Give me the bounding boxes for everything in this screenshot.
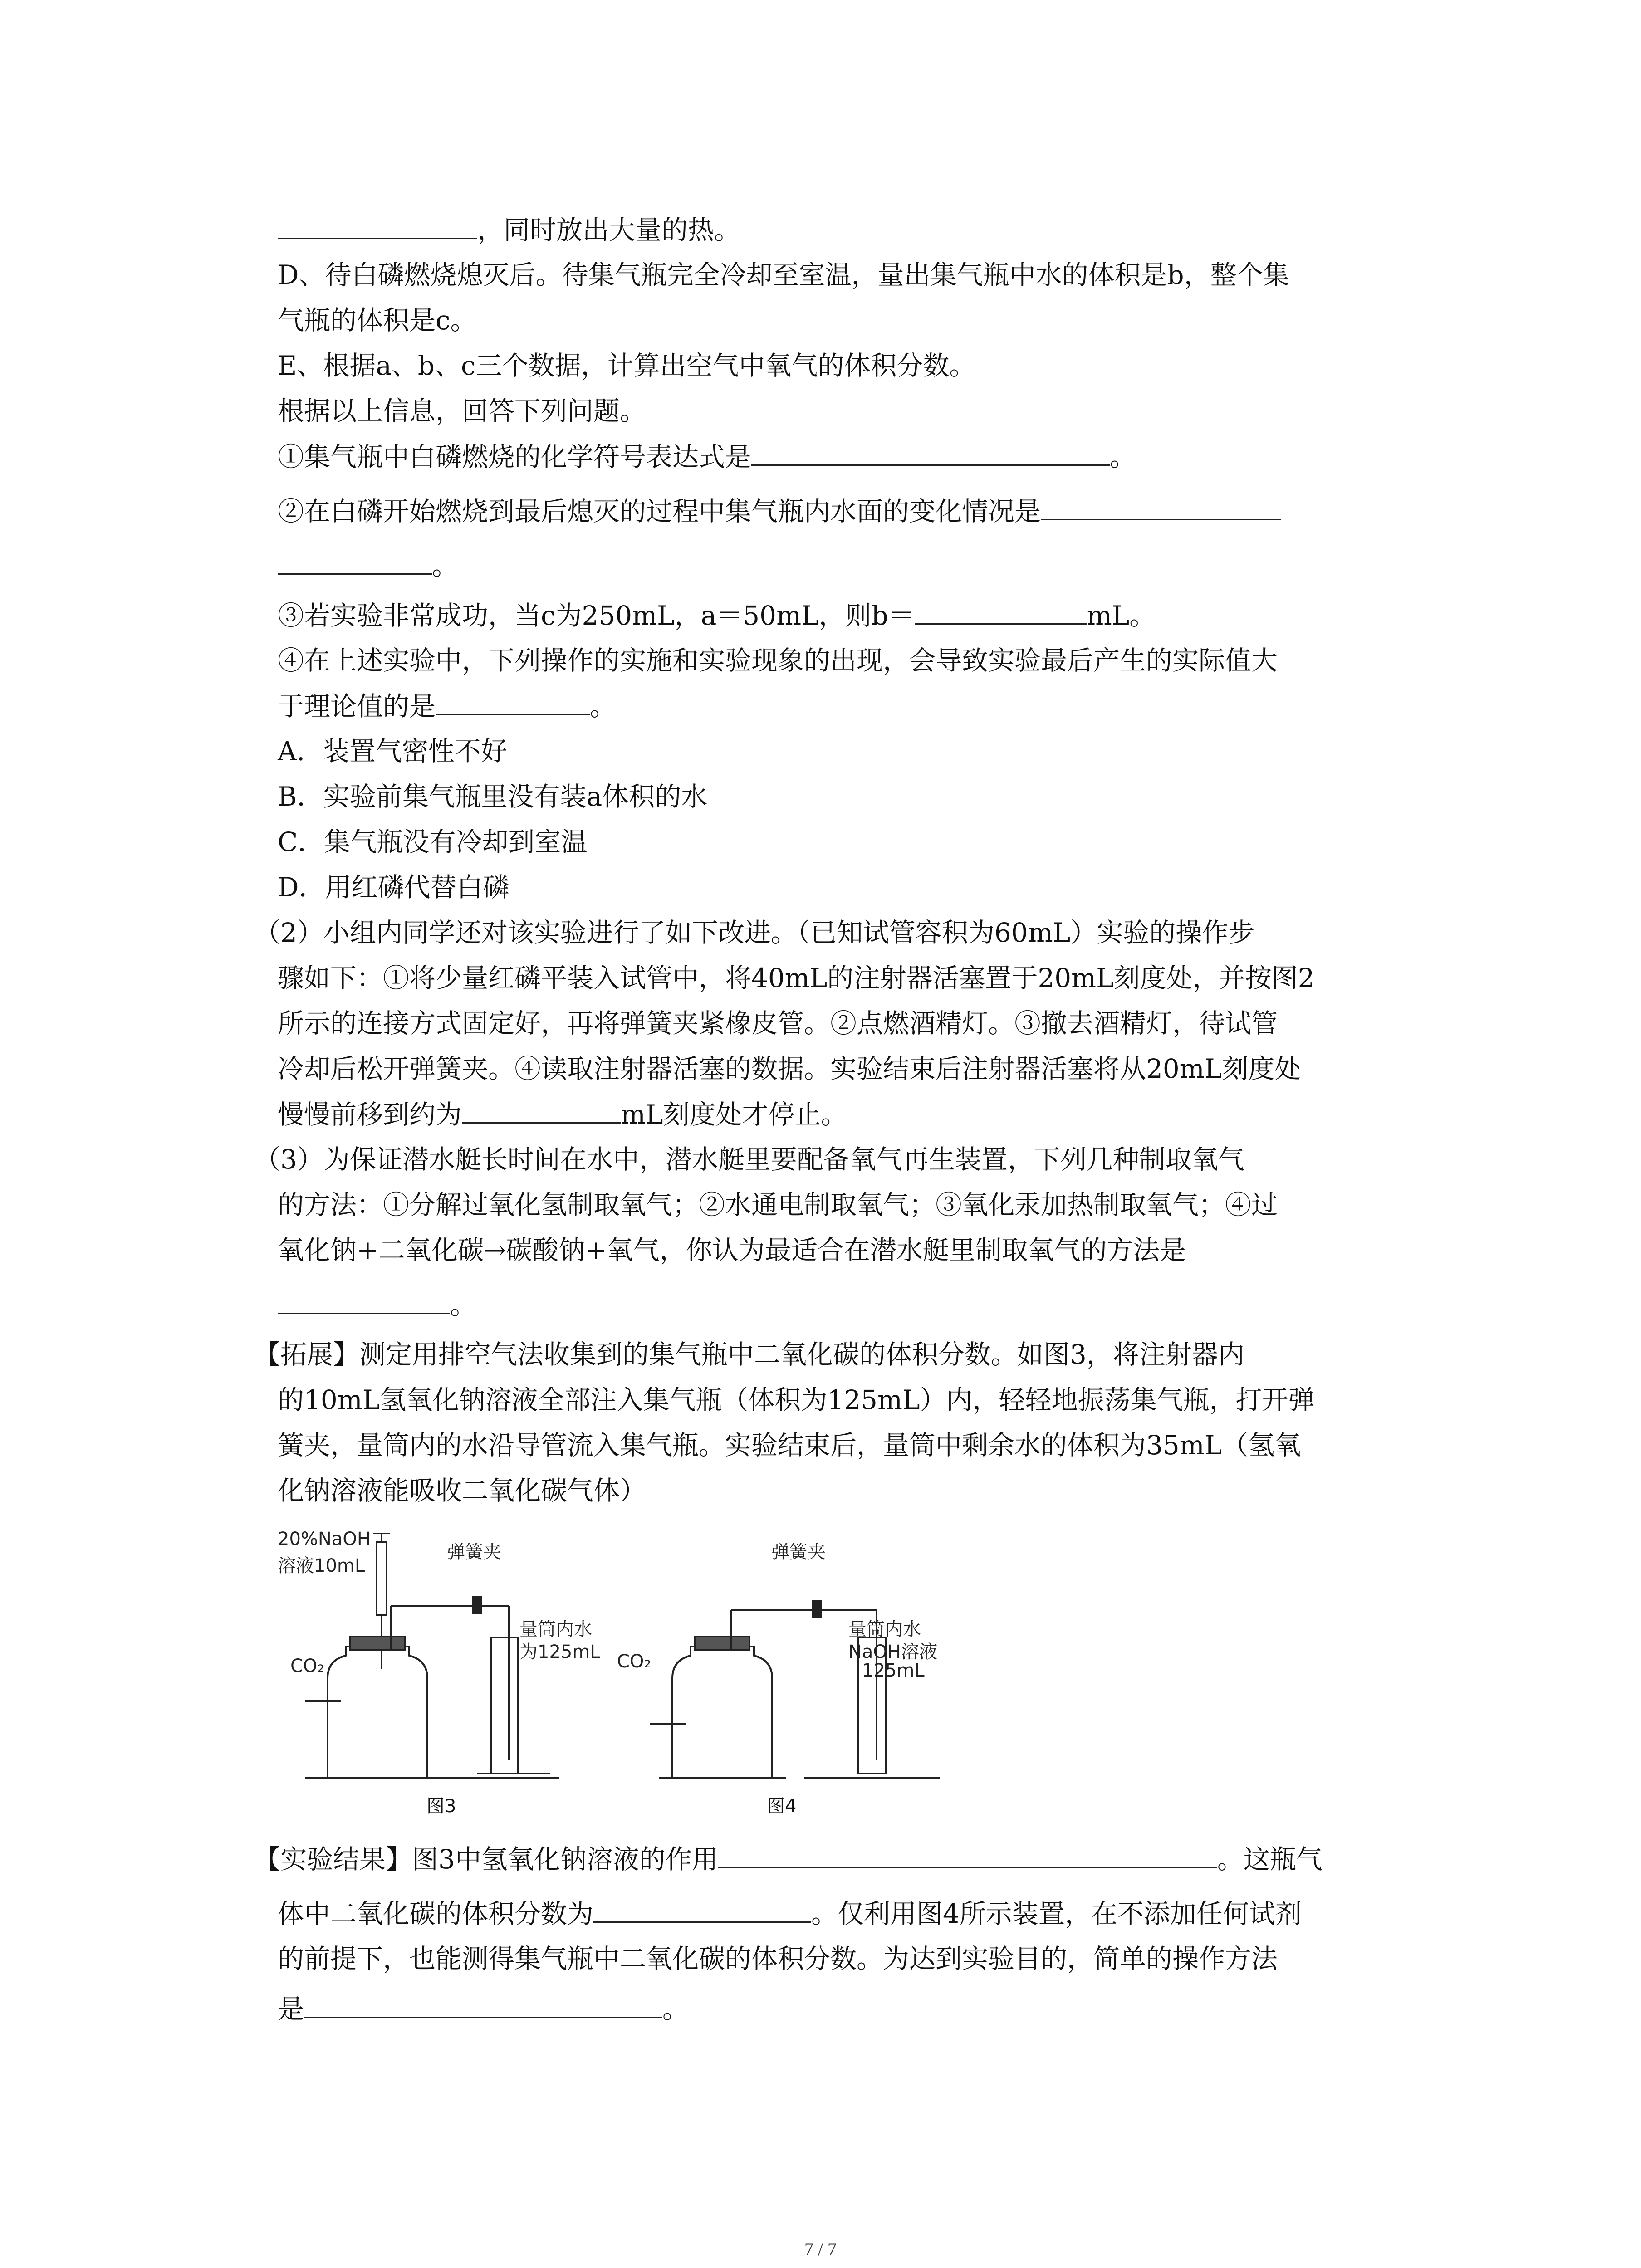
question-2: ②在白磷开始燃烧到最后熄灭的过程中集气瓶内水面的变化情况是 <box>278 494 1281 528</box>
text-line: 气瓶的体积是c。 <box>278 305 477 336</box>
part-3-line: （3）为保证潜水艇长时间在水中，潜水艇里要配备氧气再生装置，下列几种制取氧气 <box>254 1144 1244 1175</box>
answer-blank[interactable] <box>462 1097 621 1124</box>
option-b: B．实验前集气瓶里没有装a体积的水 <box>278 781 708 812</box>
cylinder-label: 125mL <box>862 1660 925 1681</box>
option-c: C．集气瓶没有冷却到室温 <box>278 826 588 857</box>
part-2-line: 骤如下：①将少量红磷平装入试管中，将40mL的注射器活塞置于20mL刻度处，并按图2 <box>278 963 1315 993</box>
part-2-line: 冷却后松开弹簧夹。④读取注射器活塞的数据。实验结束后注射器活塞将从20mL刻度处 <box>278 1053 1301 1084</box>
option-a: A．装置气密性不好 <box>278 736 507 767</box>
answer-blank[interactable] <box>436 689 590 715</box>
result-line: 的前提下，也能测得集气瓶中二氧化碳的体积分数。为达到实验目的，简单的操作方法 <box>278 1943 1278 1974</box>
clamp-label: 弹簧夹 <box>771 1542 826 1563</box>
answer-blank[interactable] <box>304 1991 662 2018</box>
result-line: 【实验结果】图3中氢氧化钠溶液的作用 。这瓶气 <box>254 1842 1323 1877</box>
naoh-label: 溶液10mL <box>278 1555 365 1576</box>
option-d: D．用红磷代替白磷 <box>278 872 509 903</box>
answer-blank[interactable] <box>718 1842 1217 1868</box>
answer-blank[interactable] <box>278 212 477 239</box>
part-3-line: 氧化钠+二氧化碳→碳酸钠+氧气，你认为最适合在潜水艇里制取氧气的方法是 <box>278 1235 1186 1266</box>
part-3-line: 的方法：①分解过氧化氢制取氧气；②水通电制取氧气；③氧化汞加热制取氧气；④过 <box>278 1189 1278 1220</box>
text-line: ，同时放出大量的热。 <box>278 212 740 247</box>
extension-line: 化钠溶液能吸收二氧化碳气体） <box>278 1475 647 1506</box>
cylinder-label: NaOH溶液 <box>848 1642 937 1662</box>
question-1: ①集气瓶中白磷燃烧的化学符号表达式是 。 <box>278 439 1136 474</box>
answer-blank[interactable] <box>278 548 432 575</box>
result-line: 体中二氧化碳的体积分数为 。仅利用图4所示装置，在不添加任何试剂 <box>278 1896 1302 1931</box>
text-line: E、根据a、b、c三个数据，计算出空气中氧气的体积分数。 <box>278 350 976 381</box>
answer-blank[interactable] <box>278 1287 450 1314</box>
co2-label: CO₂ <box>290 1656 325 1677</box>
part-2-line: （2）小组内同学还对该实验进行了如下改进。（已知试管容积为60mL）实验的操作步 <box>254 917 1255 948</box>
naoh-label: 20%NaOH <box>278 1529 371 1549</box>
text-line: D、待白磷燃烧熄灭后。待集气瓶完全冷却至室温，量出集气瓶中水的体积是b，整个集 <box>278 259 1289 290</box>
text-line: 。 <box>278 548 458 583</box>
extension-line: 簧夹，量筒内的水沿导管流入集气瓶。实验结束后，量筒中剩余水的体积为35mL（氢氧 <box>278 1430 1301 1461</box>
answer-blank[interactable] <box>593 1896 811 1923</box>
part-2-line: 所示的连接方式固定好，再将弹簧夹紧橡皮管。②点燃酒精灯。③撤去酒精灯，待试管 <box>278 1008 1278 1039</box>
figure-3-caption: 图3 <box>426 1796 456 1817</box>
extension-line: 的10mL氢氧化钠溶液全部注入集气瓶（体积为125mL）内，轻轻地振荡集气瓶，打开弹 <box>278 1384 1315 1415</box>
text-line: 根据以上信息，回答下列问题。 <box>278 396 647 426</box>
answer-blank[interactable] <box>751 439 1110 466</box>
part-2-line: 慢慢前移到约为 mL刻度处才停止。 <box>278 1097 847 1132</box>
part-3-line: 。 <box>278 1287 476 1322</box>
clamp-label: 弹簧夹 <box>447 1542 501 1563</box>
cylinder-label: 量筒内水 <box>519 1619 592 1640</box>
cylinder-label: 量筒内水 <box>848 1619 921 1640</box>
text-line: 于理论值的是 。 <box>278 689 616 723</box>
page-number: 7 / 7 <box>804 2239 837 2259</box>
question-4: ④在上述实验中，下列操作的实施和实验现象的出现，会导致实验最后产生的实际值大 <box>278 645 1278 676</box>
figure-4-caption: 图4 <box>767 1796 797 1817</box>
answer-blank[interactable] <box>1041 494 1281 520</box>
question-3: ③若实验非常成功，当c为250mL，a＝50mL，则b＝ mL。 <box>278 598 1156 633</box>
cylinder-label: 为125mL <box>519 1642 600 1662</box>
answer-blank[interactable] <box>915 598 1087 625</box>
co2-label: CO₂ <box>617 1651 652 1672</box>
extension-line: 【拓展】测定用排空气法收集到的集气瓶中二氧化碳的体积分数。如图3，将注射器内 <box>254 1339 1244 1370</box>
result-line: 是 。 <box>278 1991 689 2026</box>
